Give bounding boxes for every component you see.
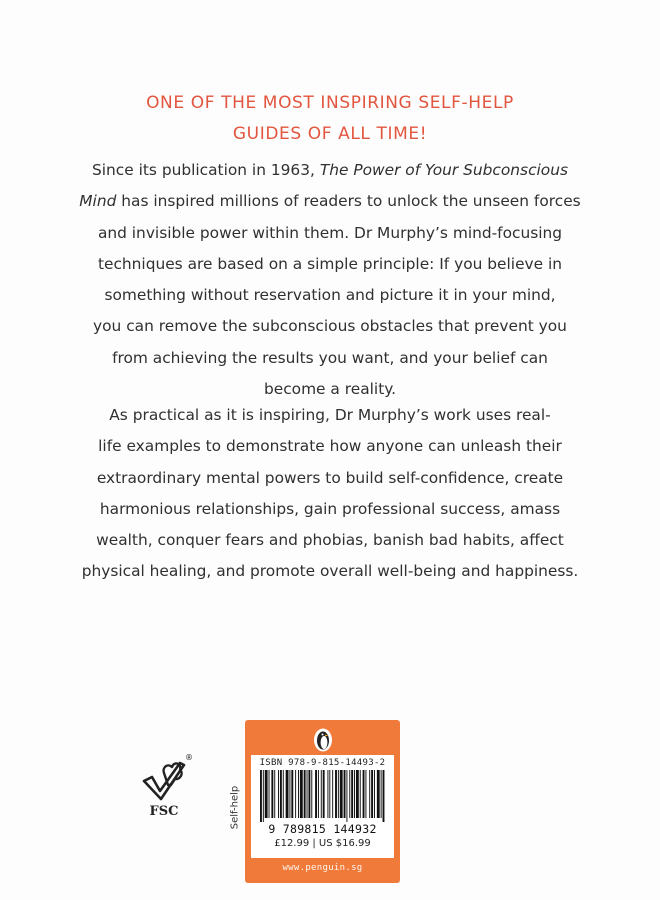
paragraph-1-line-2 bbox=[0, 186, 660, 217]
barcode-bar bbox=[371, 770, 373, 818]
description-paragraph-2 bbox=[0, 400, 660, 588]
barcode-bar bbox=[332, 770, 333, 818]
barcode-bar bbox=[278, 770, 279, 818]
text-span: Since its publication in 1963, bbox=[91, 161, 320, 179]
barcode-bar bbox=[260, 770, 262, 822]
barcode-bar bbox=[311, 770, 312, 818]
fsc-tree-check-icon bbox=[140, 755, 188, 803]
paragraph-1-line-1 bbox=[0, 155, 660, 186]
barcode-bar bbox=[346, 770, 347, 822]
barcode-bar bbox=[381, 770, 382, 818]
barcode-bar bbox=[291, 770, 293, 818]
barcode-bar bbox=[344, 770, 346, 818]
barcode-bar bbox=[307, 770, 308, 818]
paragraph-2-line-1: As practical as it is inspiring, Dr Murphy’s work uses real- bbox=[109, 406, 551, 424]
barcode-bar bbox=[374, 770, 375, 818]
barcode-bar bbox=[271, 770, 273, 818]
paragraph-1-line-6: you can remove the subconscious obstacles that prevent you bbox=[93, 317, 567, 336]
barcode-bar bbox=[356, 770, 359, 818]
headline bbox=[0, 88, 660, 150]
barcode-bar bbox=[321, 770, 322, 818]
barcode-bar bbox=[283, 770, 284, 818]
barcode-bar bbox=[351, 770, 353, 818]
barcode-bar bbox=[360, 770, 361, 818]
text-span: has inspired millions of readers to unlock the unseen forces bbox=[116, 192, 581, 211]
paragraph-2-line-3: extraordinary mental powers to build self-confidence, create bbox=[96, 468, 564, 487]
paragraph-1-line-7: from achieving the results you want, and your belief can bbox=[112, 348, 548, 367]
barcode-digits: 9 789815 144932 bbox=[268, 822, 377, 836]
barcode-bar bbox=[308, 770, 310, 818]
barcode-bar bbox=[286, 770, 289, 818]
paragraph-1-line-5: something without reservation and picture it in your mind, bbox=[104, 286, 556, 305]
fsc-label: FSC bbox=[149, 804, 179, 819]
paragraph-2-line-4: harmonious relationships, gain professional success, amass bbox=[99, 499, 561, 518]
barcode-bar bbox=[265, 770, 268, 818]
barcode-bar bbox=[300, 770, 303, 818]
barcode-bar bbox=[274, 770, 275, 818]
barcode-bar bbox=[363, 770, 365, 818]
paragraph-1-line-4: techniques are based on a simple principle: If you believe in bbox=[97, 254, 563, 273]
barcode-bar bbox=[323, 770, 325, 818]
barcode-bar bbox=[298, 770, 299, 818]
barcode-bar bbox=[335, 770, 337, 818]
isbn-number: ISBN 978-9-815-14493-2 bbox=[259, 758, 386, 768]
paragraph-1-line-8: become a reality. bbox=[263, 380, 397, 399]
category-text: Self-help bbox=[229, 785, 241, 830]
barcode-bar bbox=[383, 770, 385, 822]
description-paragraph-1 bbox=[0, 155, 660, 405]
barcode-panel bbox=[251, 755, 394, 858]
barcode-bar bbox=[369, 770, 370, 818]
barcode-bar bbox=[329, 770, 330, 818]
barcode-bar bbox=[289, 770, 290, 818]
barcode-bar bbox=[295, 770, 296, 818]
barcode-box bbox=[245, 720, 400, 883]
barcode-bar bbox=[269, 770, 270, 818]
barcode-bar bbox=[318, 770, 319, 818]
barcode-bar bbox=[354, 770, 355, 818]
barcode-bar bbox=[377, 770, 380, 818]
fsc-registered-mark: ® bbox=[185, 753, 193, 762]
barcode-bar bbox=[304, 770, 306, 818]
barcode-bar bbox=[280, 770, 282, 818]
headline-line-1: ONE OF THE MOST INSPIRING SELF-HELP bbox=[146, 93, 514, 113]
barcode-bar bbox=[338, 770, 339, 818]
price-label: £12.99 | US $16.99 bbox=[274, 838, 371, 849]
book-title: The Power of Your Subconscious bbox=[319, 161, 569, 179]
category-label bbox=[227, 780, 241, 840]
paragraph-2-line-6: physical healing, and promote overall well-being and happiness. bbox=[81, 562, 579, 581]
book-title: Mind bbox=[79, 192, 117, 211]
barcode-bar bbox=[315, 770, 317, 818]
penguin-logo-icon bbox=[313, 728, 333, 752]
barcode-bar bbox=[327, 770, 328, 818]
paragraph-2-line-5: wealth, conquer fears and phobias, banish bad habits, affect bbox=[96, 531, 564, 550]
paragraph-1-line-3: and invisible power within them. Dr Murphy’s mind-focusing bbox=[97, 223, 563, 242]
fsc-logo bbox=[140, 755, 200, 825]
barcode-bar bbox=[365, 770, 366, 818]
barcode-bar bbox=[340, 770, 343, 818]
barcode-bar bbox=[263, 770, 264, 822]
barcode-bars bbox=[259, 770, 387, 822]
headline-line-2: GUIDES OF ALL TIME! bbox=[232, 124, 428, 144]
paragraph-2-line-2: life examples to demonstrate how anyone can unleash their bbox=[98, 437, 562, 456]
publisher-url: www.penguin.sg bbox=[282, 863, 363, 873]
barcode-bar bbox=[349, 770, 350, 818]
